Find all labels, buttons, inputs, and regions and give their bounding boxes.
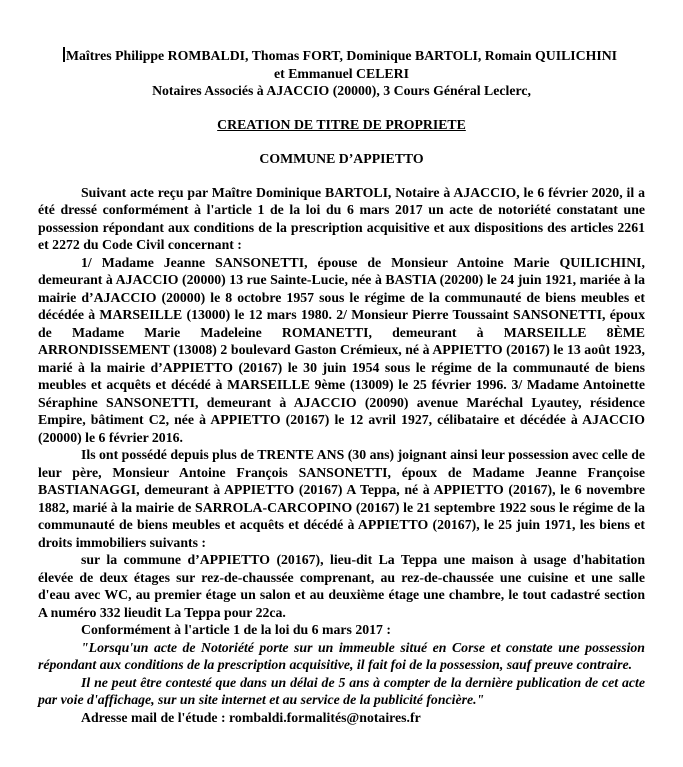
document-title [38,116,645,134]
notary-header [38,47,645,100]
header-line-2: et Emmanuel CELERI [274,65,409,81]
legal-quote-paragraph-1: "Lorsqu'un acte de Notoriété porte sur un immeuble situé en Corse et constate une possession répondant aux conditions de la prescription acquisitive, il fait foi de la possession, sauf preuve contraire. [38,639,645,672]
possession-paragraph: Ils ont possédé depuis plus de TRENTE ANS (30 ans) joignant ainsi leur possession avec celle de leur père, Monsieur Antoine François SANSONETTI, époux de Madame Jeanne Françoise BASTIANAGGI, demeurant à APPIETTO (20167) A Teppa, né à APPIETTO (20167), le 6 novembre 1882, marié à la mairie de SARROLA-CARCOPINO (20167) le 21 septembre 1922 sous le régime de la communauté de biens meubles et acquêts et décédé à APPIETTO (20167), le 25 juin 1971, les biens et droits immobiliers suivants : [38,447,645,550]
property-description-paragraph: sur la commune d’APPIETTO (20167), lieu-dit La Teppa une maison à usage d'habitation élevée de deux étages sur rez-de-chaussée comprenant, au rez-de-chaussée une cuisine et une salle d'eau avec WC, au premier étage un salon et au deuxième étage une chambre, le tout cadastré section A numéro 332 lieudit La Teppa pour 22ca. [38,552,645,620]
owners-paragraph: 1/ Madame Jeanne SANSONETTI, épouse de Monsieur Antoine Marie QUILICHINI, demeurant à AJACCIO (20000) 13 rue Sainte-Lucie, née à BASTIA (20200) le 24 juin 1921, mariée à la mairie d’AJACCIO (20000) le 8 octobre 1957 sous le régime de la communauté de biens meubles et décédée à MARSEILLE (13000) le 12 mars 1980. 2/ Monsieur Pierre Toussaint SANSONETTI, époux de Madame Marie Madeleine ROMANETTI, demeurant à MARSEILLE 8ÈME ARRONDISSEMENT (13008) 2 boulevard Gaston Crémieux, né à APPIETTO (20167) le 13 août 1923, marié à la mairie d’APPIETTO (20167) le 30 juin 1954 sous le régime de la communauté de biens meubles et acquêts et décédé à MARSEILLE 9ème (13009) le 25 février 1996. 3/ Madame Antoinette Séraphine SANSONETTI, demeurant à AJACCIO (20090) avenue Maréchal Lyautey, résidence Empire, bâtiment C2, née à APPIETTO (20167) le 12 avril 1927, célibataire et décédée à AJACCIO (20000) le 6 février 2016. [38,254,645,445]
legal-quote-paragraph-2: Il ne peut être contesté que dans un délai de 5 ans à compter de la dernière publication de cet acte par voie d'affichage, sur un site internet et au service de la publicité foncière." [38,674,645,707]
commune-subtitle: COMMUNE D’APPIETTO [259,151,424,166]
text-cursor-caret [63,47,65,62]
document-title-text: CREATION DE TITRE DE PROPRIETE [217,116,466,132]
email-paragraph: Adresse mail de l'étude : rombaldi.formalités@notaires.fr [81,709,421,725]
notaries-names: Maîtres Philippe ROMBALDI, Thomas FORT, Dominique BARTOLI, Romain QUILICHINI [65,48,618,63]
law-reference-paragraph: Conformément à l'article 1 de la loi du 6 mars 2017 : [81,622,391,637]
header-line-3: Notaires Associés à AJACCIO (20000), 3 Cours Général Leclerc, [152,83,531,98]
header-line-1 [38,47,645,65]
intro-paragraph: Suivant acte reçu par Maître Dominique BARTOLI, Notaire à AJACCIO, le 6 février 2020, il a été dressé conformément à l'article 1 de la loi du 6 mars 2017 un acte de notoriété constatant une possession répondant aux conditions de la prescription acquisitive et aux dispositions des articles 2261 et 2272 du Code Civil concernant : [38,184,645,252]
